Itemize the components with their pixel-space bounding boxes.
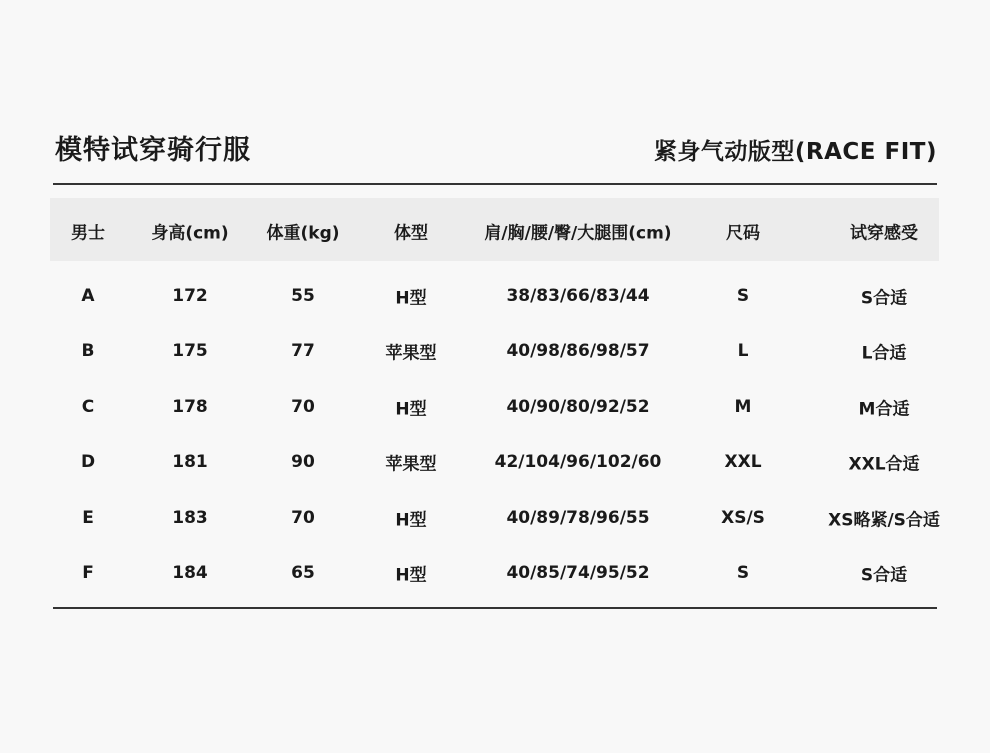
table-cell-col-person: D (80, 452, 96, 472)
table-cell-col-height: 172 (172, 286, 208, 306)
table-cell-col-size: L (737, 341, 749, 361)
table-cell-col-person: A (81, 286, 95, 306)
table-cell-col-fit-feedback: S合适 (860, 288, 908, 309)
table-cell-col-measurements: 38/83/66/83/44 (506, 286, 650, 306)
table-cell-col-fit-feedback: XS略紧/S合适 (828, 510, 940, 531)
table-cell-col-fit-feedback: XXL合适 (848, 454, 920, 475)
table-cell-col-weight: 90 (291, 452, 315, 472)
table-header-col-body-type: 体型 (394, 223, 428, 244)
table-cell-col-body-type: H型 (395, 510, 427, 531)
table-cell-col-height: 178 (172, 397, 208, 417)
table-cell-col-size: M (734, 397, 752, 417)
table-cell-col-size: XS/S (721, 508, 765, 528)
table-cell-col-fit-feedback: S合适 (860, 565, 908, 586)
table-cell-col-measurements: 40/90/80/92/52 (506, 397, 650, 417)
table-cell-col-height: 183 (172, 508, 208, 528)
table-cell-col-fit-feedback: M合适 (858, 399, 910, 420)
table-cell-col-body-type: 苹果型 (385, 454, 437, 475)
table-cell-col-measurements: 40/85/74/95/52 (506, 563, 650, 583)
top-divider (53, 183, 937, 185)
table-cell-col-height: 184 (172, 563, 208, 583)
table-cell-col-person: E (82, 508, 94, 528)
table-cell-col-person: B (81, 341, 95, 361)
table-cell-col-measurements: 42/104/96/102/60 (494, 452, 662, 472)
table-cell-col-height: 181 (172, 452, 208, 472)
table-cell-col-weight: 55 (291, 286, 315, 306)
table-cell-col-measurements: 40/89/78/96/55 (506, 508, 650, 528)
table-header-col-fit-feedback: 试穿感受 (850, 223, 918, 244)
table-cell-col-height: 175 (172, 341, 208, 361)
table-header-col-size: 尺码 (726, 223, 760, 244)
page-title: 模特试穿骑行服 (55, 135, 251, 166)
table-cell-col-weight: 77 (291, 341, 315, 361)
table-cell-col-weight: 70 (291, 397, 315, 417)
table-cell-col-body-type: H型 (395, 288, 427, 309)
table-cell-col-body-type: 苹果型 (385, 343, 437, 364)
fit-type-title: 紧身气动版型(RACE FIT) (653, 139, 937, 165)
table-header-col-weight: 体重(kg) (266, 223, 340, 244)
table-cell-col-fit-feedback: L合适 (861, 343, 907, 364)
table-cell-col-weight: 70 (291, 508, 315, 528)
table-header-col-height: 身高(cm) (151, 223, 229, 244)
table-cell-col-size: S (736, 286, 750, 306)
table-cell-col-body-type: H型 (395, 399, 427, 420)
table-header-col-measurements: 肩/胸/腰/臀/大腿围(cm) (484, 223, 672, 244)
table-cell-col-measurements: 40/98/86/98/57 (506, 341, 650, 361)
table-cell-col-weight: 65 (291, 563, 315, 583)
table-cell-col-person: F (82, 563, 94, 583)
table-cell-col-size: XXL (724, 452, 762, 472)
table-header-col-person: 男士 (71, 223, 105, 244)
table-cell-col-person: C (81, 397, 95, 417)
table-cell-col-body-type: H型 (395, 565, 427, 586)
table-cell-col-size: S (736, 563, 750, 583)
bottom-divider (53, 607, 937, 609)
